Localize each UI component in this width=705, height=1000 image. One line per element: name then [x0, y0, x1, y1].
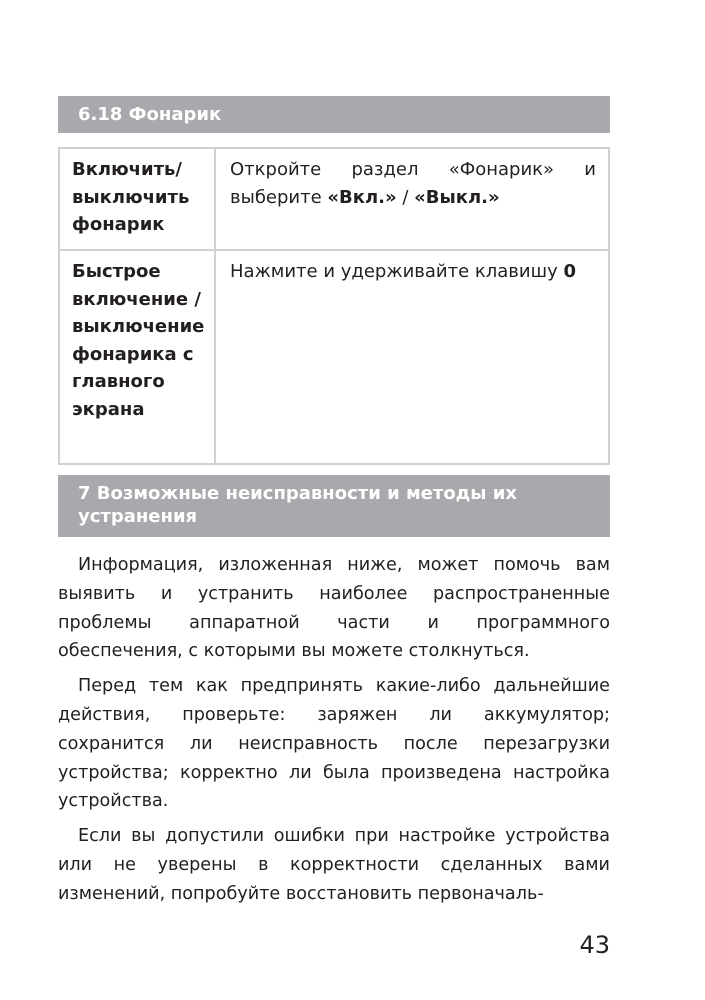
instruction-text: Нажмите и удерживайте клавишу: [230, 261, 564, 282]
table-cell-action: [59, 250, 215, 464]
section-heading-7: [58, 475, 610, 537]
paragraph: Перед тем как предпринять какие-либо дальнейшие действия, проверьте: заряжен ли аккумулятор; сохранится ли неисправность после перезагрузки устройства; корректно ли была произведена настройка устройства.: [58, 676, 610, 812]
table-row: [59, 250, 609, 464]
page-number: 43: [579, 931, 610, 959]
instruction-text: Откройте раздел «Фонарик» и выберите: [230, 159, 596, 208]
paragraph: Если вы допустили ошибки при настройке устройства или не уверены в корректности сделанных вами изменений, попробуйте восстановить первоначаль-: [58, 826, 610, 904]
instruction-off-label: «Выкл.»: [414, 186, 500, 208]
action-label: Быстрое включение / выключение фонарика с главного экрана: [72, 261, 205, 420]
flashlight-table: [58, 147, 610, 465]
body-text: [58, 551, 610, 915]
paragraph: Информация, изложенная ниже, может помочь вам выявить и устранить наиболее распространенные проблемы аппаратной части и программного обеспечения, с которыми вы можете столкнуться.: [58, 555, 610, 662]
instruction-key: 0: [563, 261, 576, 282]
action-label: Включить/ выключить фонарик: [72, 159, 190, 236]
section-title: 7 Возможные неисправности и методы их устранения: [78, 483, 517, 527]
table-cell-instruction: [215, 148, 609, 250]
instruction-separator: /: [396, 186, 415, 208]
table-cell-instruction: [215, 250, 609, 464]
section-heading-6-18: [58, 96, 610, 133]
table-cell-action: [59, 148, 215, 250]
section-title: 6.18 Фонарик: [78, 104, 222, 125]
instruction-on-label: «Вкл.»: [327, 186, 397, 208]
table-row: [59, 148, 609, 250]
